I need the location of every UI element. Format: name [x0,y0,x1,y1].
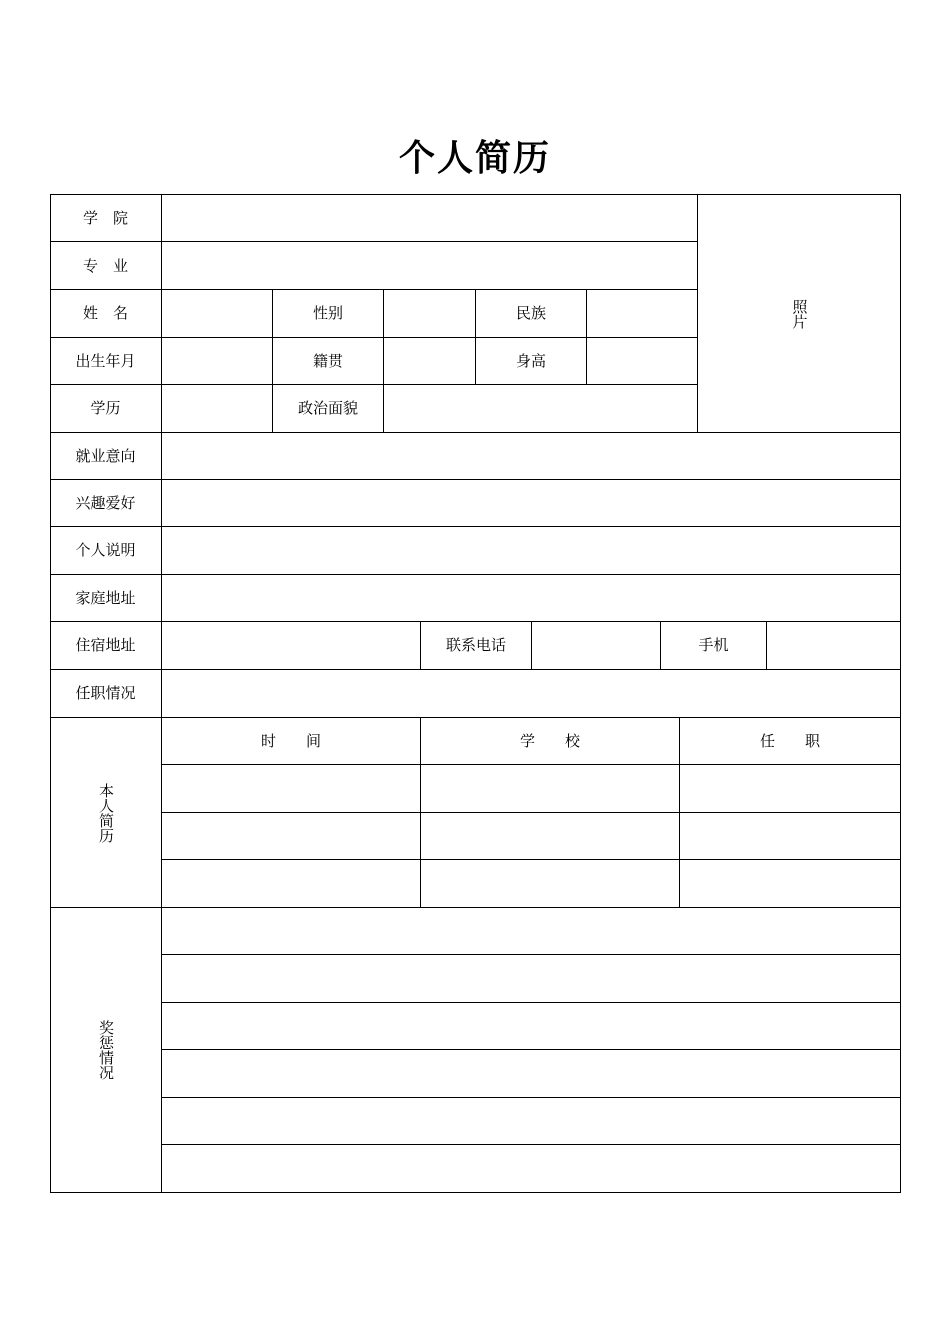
birth-field[interactable] [162,338,272,384]
personal-statement-field[interactable] [162,527,900,574]
award-row[interactable] [162,1145,900,1192]
table-border-right [900,194,901,1193]
native-place-field[interactable] [384,338,475,384]
contact-phone-label: 联系电话 [445,636,506,654]
resume-time-cell[interactable] [162,860,420,907]
resume-position-cell[interactable] [680,765,900,812]
resume-section-label: 本人简历 [97,782,115,843]
political-status-label: 政治面貌 [297,399,358,417]
resume-form-table [50,194,901,1193]
name-label: 姓 名 [82,304,128,322]
time-header: 时 间 [260,731,321,750]
award-row[interactable] [162,1098,900,1144]
resume-school-cell[interactable] [421,813,679,859]
education-field[interactable] [162,385,272,432]
birth-label: 出生年月 [75,352,136,370]
name-field[interactable] [162,290,272,337]
gender-label: 性别 [312,304,343,322]
hobbies-field[interactable] [162,480,900,526]
resume-position-cell[interactable] [680,813,900,859]
dorm-address-field[interactable] [162,622,420,669]
school-header: 学 校 [519,731,580,750]
position-header: 任 职 [759,731,820,750]
gender-field[interactable] [384,290,475,337]
award-row[interactable] [162,955,900,1002]
height-field[interactable] [587,338,697,384]
home-address-label: 家庭地址 [75,588,136,607]
resume-school-cell[interactable] [421,765,679,812]
award-row[interactable] [162,1003,900,1049]
ethnicity-field[interactable] [587,290,697,337]
resume-time-cell[interactable] [162,765,420,812]
job-intention-label: 就业意向 [75,446,136,465]
home-address-field[interactable] [162,575,900,621]
page-title: 个人简历 [398,137,551,179]
native-place-label: 籍贯 [312,352,343,370]
college-label: 学 院 [82,208,128,227]
photo-placeholder[interactable]: 照片 [790,298,809,329]
award-row[interactable] [162,1050,900,1097]
mobile-field[interactable] [767,622,900,669]
personal-statement-label: 个人说明 [75,541,136,559]
height-label: 身高 [515,352,546,370]
positions-field[interactable] [162,670,900,717]
major-field[interactable] [162,242,697,289]
resume-time-cell[interactable] [162,813,420,859]
positions-label: 任职情况 [75,684,136,702]
award-row[interactable] [162,908,900,954]
awards-section-label: 奖惩情况 [97,1020,115,1080]
education-label: 学历 [90,399,121,417]
major-label: 专 业 [82,256,128,275]
political-status-field[interactable] [384,385,697,432]
dorm-address-label: 住宿地址 [75,636,136,654]
resume-position-cell[interactable] [680,860,900,907]
resume-school-cell[interactable] [421,860,679,907]
hobbies-label: 兴趣爱好 [75,493,136,512]
contact-phone-field[interactable] [532,622,660,669]
ethnicity-label: 民族 [515,304,546,322]
mobile-label: 手机 [698,636,729,654]
college-field[interactable] [162,195,697,241]
job-intention-field[interactable] [162,433,900,479]
table-border-bottom [50,1192,901,1193]
